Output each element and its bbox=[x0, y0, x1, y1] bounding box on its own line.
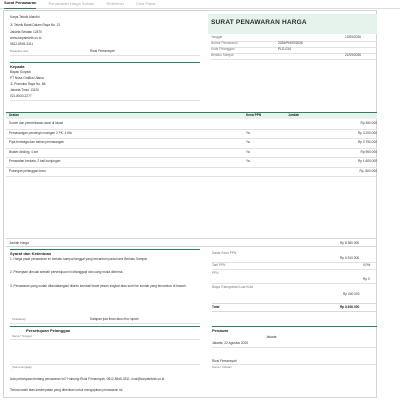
field-value-nomor[interactable]: 2026/PH/09/2026 bbox=[278, 41, 303, 45]
total-line-value[interactable]: 0,0% bbox=[363, 263, 371, 267]
item-amount[interactable]: Rp 350.000 bbox=[360, 121, 377, 125]
recipient-line: Jl. Pramuka Raya No. 88 bbox=[10, 82, 46, 86]
total-line-label: PPN bbox=[212, 271, 219, 275]
total-line-value: Rp 0 bbox=[363, 277, 370, 281]
sheet-tabs bbox=[0, 0, 400, 9]
footer-contact: Ada pertanyaan tentang penawaran ini? Hubungi Rizal Firmansyah, 0812-8945-3311, rizal@karyateknik.co.id bbox=[10, 377, 165, 381]
item-description[interactable]: Perawatan berkala, 2 kali kunjungan bbox=[9, 159, 61, 163]
company-address2: Jakarta Selatan 12870 bbox=[10, 30, 42, 34]
terms-top-rule bbox=[10, 249, 200, 250]
tab-penawaran-harga-satuan[interactable]: Penawaran Harga Satuan bbox=[48, 0, 95, 6]
item-description[interactable]: Pipa tembaga dan bahan pemasangan bbox=[9, 140, 64, 144]
company-address1: Jl. Teknik Barat Dalam Raya No. 21 bbox=[10, 23, 61, 27]
field-value-kode[interactable]: PLG-014 bbox=[278, 47, 291, 51]
amount-in-words: Dalapan juta lima ratus ribu rupiah bbox=[90, 317, 139, 321]
field-label-kode: Kode Pelanggan bbox=[211, 47, 235, 51]
company-name: Karya Teknik Mandiri bbox=[10, 15, 40, 19]
tab-referensi[interactable]: Referensi bbox=[106, 0, 124, 6]
item-description[interactable]: Potongan pelanggan baru bbox=[9, 168, 46, 173]
offer-name: Rizal Firmansyah bbox=[212, 359, 237, 363]
item-amount[interactable]: Rp -500.000 bbox=[359, 168, 377, 173]
item-ppn[interactable]: Ya bbox=[246, 130, 250, 135]
document-sheet bbox=[3, 10, 377, 398]
col-header-uraian: Uraian bbox=[9, 112, 19, 117]
total-value: Rp 8.600.000 bbox=[340, 305, 360, 309]
contact-label: Disiapkan oleh bbox=[10, 49, 29, 53]
item-description[interactable]: Braket dinding, 4 set bbox=[9, 149, 39, 154]
offer-city[interactable]: Jakarta bbox=[266, 335, 277, 339]
terms-item: 2. Pekerjaan dimulai setelah persetujuan ini ditanggapi dan uang muka diterima. bbox=[10, 270, 124, 274]
item-amount[interactable]: Rp 2.750.000 bbox=[357, 140, 377, 144]
item-amount[interactable]: Rp 1.600.000 bbox=[357, 159, 377, 163]
company-website: www.karyateknik.co.id bbox=[10, 36, 42, 40]
col-header-jumlah: Jumlah bbox=[288, 112, 300, 117]
total-line-label: Biaya Transportasi Luar Kota bbox=[212, 284, 254, 289]
col-header-ppn: Kena PPN bbox=[246, 112, 262, 117]
note-label: Tandatangi bbox=[12, 317, 26, 321]
tab-cara-pakai[interactable]: Cara Pakai bbox=[135, 0, 156, 6]
subtotal-label: Jumlah Harga bbox=[9, 240, 29, 245]
item-description[interactable]: Survei dan pemeriksaan awal di lokasi bbox=[9, 121, 64, 125]
terms-item: 1. Harga pada penawaran ini berlaku sampai tanggal yang tercantum pada baris Berlaku Sampai. bbox=[10, 257, 148, 261]
item-amount[interactable]: Rp 960.000 bbox=[360, 149, 377, 154]
divider bbox=[6, 246, 377, 247]
subtotal-value: Rp 8.360.000 bbox=[340, 240, 360, 245]
recipient-heading: Kepada bbox=[10, 63, 25, 69]
field-label-berlaku: Berlaku Sampai bbox=[211, 53, 234, 57]
total-line-label: Tarif PPN bbox=[212, 263, 226, 267]
terms-item: 3. Penawaran yang sudah ditandatangani dikirim kembali lewat pesan singkat atau surel ke kontak yang tercantum di bawah. bbox=[10, 284, 187, 288]
offer-name-label: Nama / Jabatan bbox=[212, 365, 232, 369]
divider bbox=[212, 303, 377, 304]
offer-heading: Penawar bbox=[212, 327, 229, 333]
item-amount[interactable]: Rp 3.200.000 bbox=[357, 130, 377, 135]
recipient-line: Bapak Suryadi bbox=[10, 70, 31, 74]
recipient-line: 021-8530-2277 bbox=[10, 94, 32, 98]
recipient-line: PT Nusa Grafika Utama bbox=[10, 76, 44, 80]
divider bbox=[212, 311, 377, 312]
document-title: SURAT PENAWARAN HARGA bbox=[211, 19, 307, 26]
total-line-value[interactable]: Rp 240.000 bbox=[343, 292, 360, 296]
recipient-line: Jakarta Timur 13120 bbox=[10, 88, 40, 92]
field-label-nomor: Nomor Penawaran bbox=[211, 41, 238, 45]
approval-name-label: Nama / Tanggal bbox=[12, 334, 32, 338]
items-table-header bbox=[6, 112, 377, 119]
signature-name-label: (Nama lengkap) bbox=[12, 365, 32, 369]
field-label-tanggal: Tanggal bbox=[211, 35, 223, 39]
divider bbox=[6, 238, 377, 239]
field-value-tanggal[interactable]: 12/09/2026 bbox=[345, 35, 361, 39]
total-line-value: Rp 6.910.000 bbox=[340, 256, 360, 260]
offer-top-rule bbox=[212, 326, 377, 327]
item-description[interactable]: Pemasangan pendingin ruangan 2 PK, 4 Ktk bbox=[9, 130, 72, 135]
approval-top-rule bbox=[10, 326, 200, 327]
item-ppn[interactable]: Ya bbox=[246, 140, 250, 144]
recipient-top-rule bbox=[10, 62, 200, 63]
field-value-berlaku[interactable]: 21/09/2026 bbox=[345, 53, 361, 57]
company-phone: 0812-8945-3311 bbox=[10, 42, 34, 46]
terms-heading: Syarat dan Ketentuan bbox=[10, 250, 52, 256]
item-ppn[interactable]: Ya bbox=[246, 159, 250, 163]
total-label: Total bbox=[212, 305, 220, 309]
total-line-label: Dasar Kena PPN bbox=[212, 251, 237, 255]
tab-surat-penawaran[interactable]: Surat Penawaran bbox=[4, 0, 36, 9]
contact-value: Rizal Firmansyah bbox=[90, 49, 115, 53]
approval-heading: Persetujuan Pelanggan bbox=[26, 327, 71, 333]
offer-date: Jakarta, 22 Agustus 2026 bbox=[212, 341, 248, 345]
footer-thanks: Terima kasih atas kesempatan yang diberikan untuk mengajukan penawaran ini. bbox=[10, 388, 124, 392]
item-ppn[interactable]: Ya bbox=[246, 149, 250, 154]
